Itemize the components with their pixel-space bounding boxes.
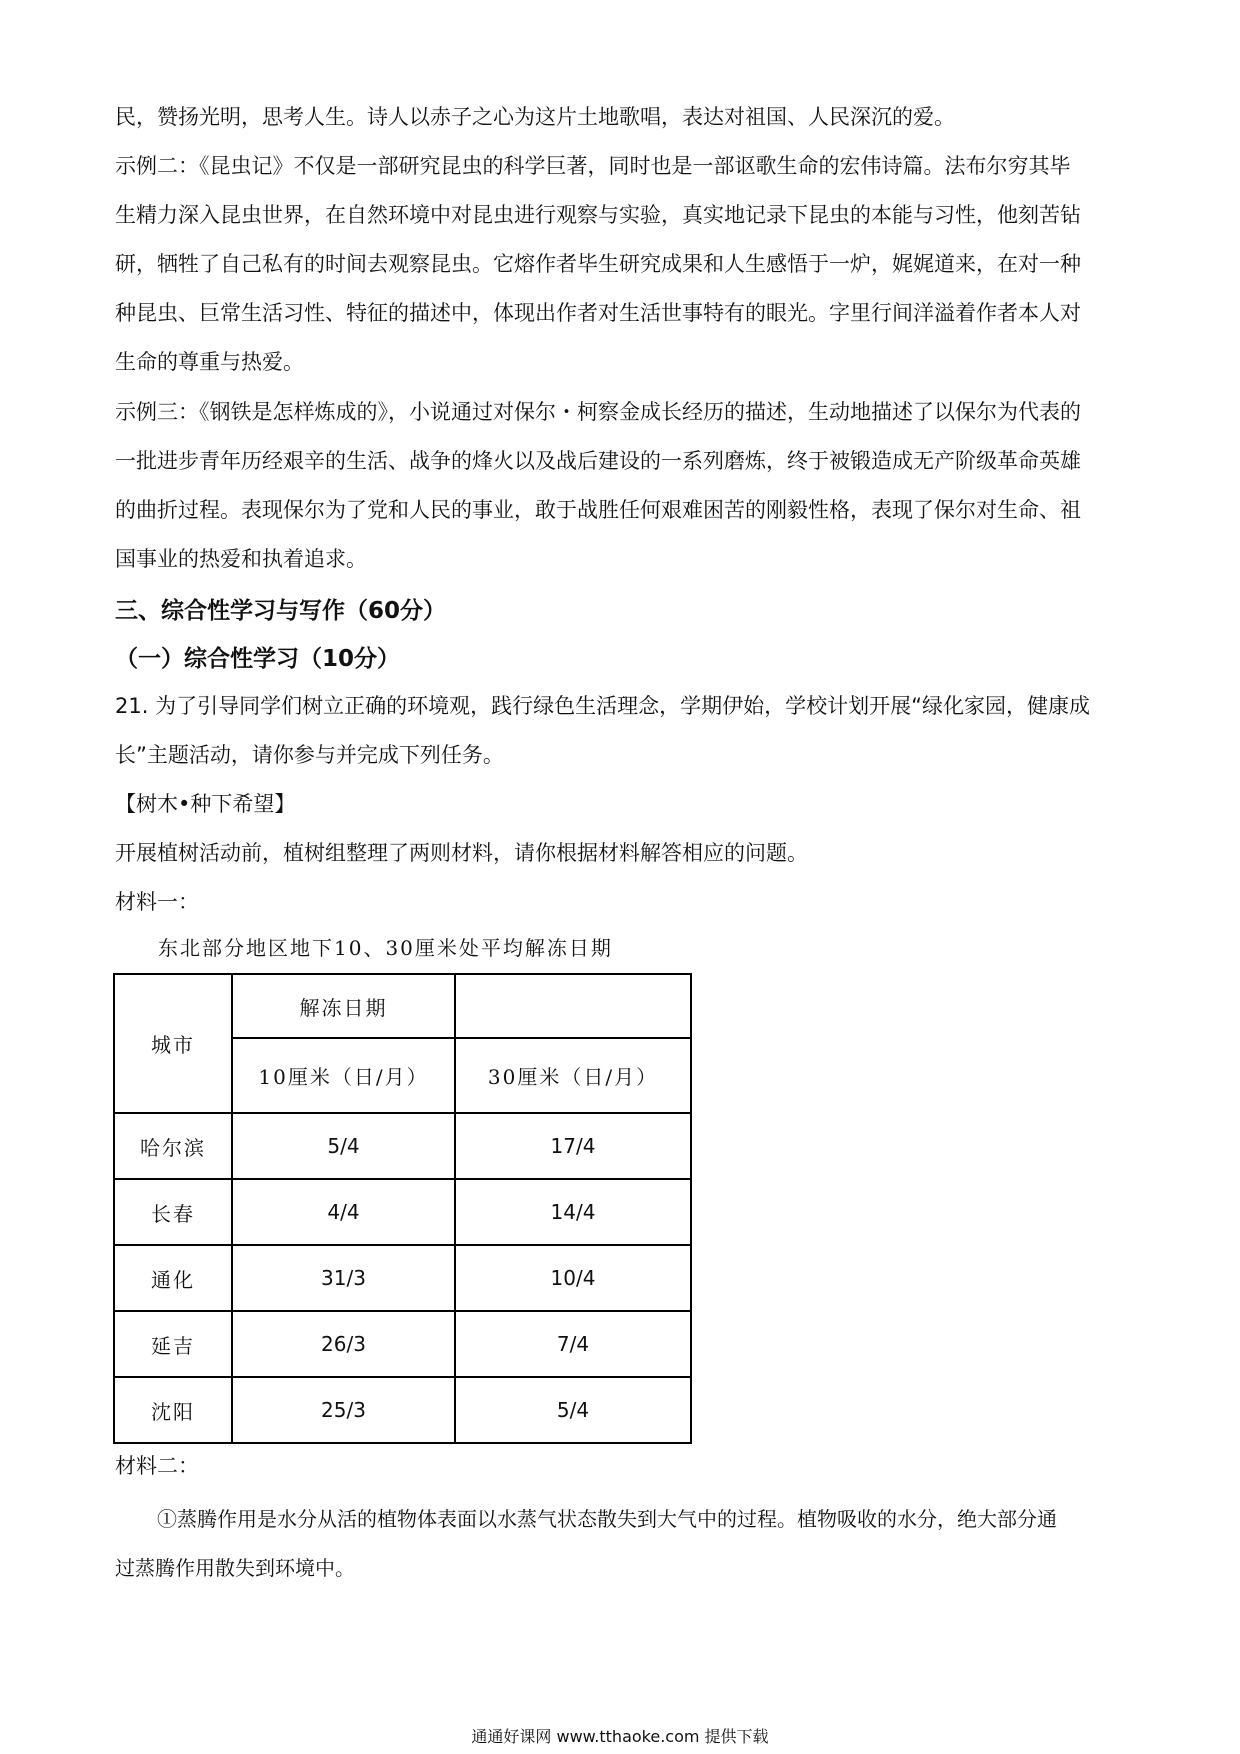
header-30cm: 30厘米（日/月） bbox=[455, 1038, 691, 1113]
text-line: 21. 为了引导同学们树立正确的环境观，践行绿色生活理念，学期伊始，学校计划开展“绿化家园，健康成 bbox=[115, 694, 1090, 718]
text-line: 长”主题活动，请你参与并完成下列任务。 bbox=[115, 743, 504, 767]
section-three-heading: 三、综合性学习与写作（60分） bbox=[115, 598, 447, 624]
cell-30cm: 10/4 bbox=[455, 1245, 691, 1311]
text-line: 民，赞扬光明，思考人生。诗人以赤子之心为这片土地歌唱，表达对祖国、人民深沉的爱。 bbox=[115, 105, 955, 129]
cell-30cm: 14/4 bbox=[455, 1179, 691, 1245]
text-line: ①蒸腾作用是水分从活的植物体表面以水蒸气状态散失到大气中的过程。植物吸收的水分，绝大部分通 bbox=[157, 1507, 1057, 1531]
table-row bbox=[114, 1377, 691, 1443]
paragraph-example-one-end bbox=[115, 93, 1130, 142]
text-line: 种昆虫、巨常生活习性、特征的描述中，体现出作者对生活世事特有的眼光。字里行间洋溢着作者本人对 bbox=[115, 301, 1081, 325]
cell-city: 哈尔滨 bbox=[114, 1113, 232, 1179]
cell-city: 延吉 bbox=[114, 1311, 232, 1377]
task-intro bbox=[115, 829, 1130, 878]
text-line: 研，牺牲了自己私有的时间去观察昆虫。它熔作者毕生研究成果和人生感悟于一炉，娓娓道来，在对一种 bbox=[115, 252, 1081, 276]
header-empty-cell bbox=[455, 974, 691, 1038]
subsection-one-heading: （一）综合性学习（10分） bbox=[115, 646, 401, 672]
material-one-label bbox=[115, 878, 1130, 927]
cell-30cm: 5/4 bbox=[455, 1377, 691, 1443]
task-title bbox=[115, 780, 1130, 829]
cell-10cm: 4/4 bbox=[232, 1179, 455, 1245]
cell-10cm: 25/3 bbox=[232, 1377, 455, 1443]
material-two-label bbox=[115, 1442, 1130, 1491]
table-row bbox=[114, 1245, 691, 1311]
paragraph-example-three bbox=[115, 388, 1130, 584]
question-21 bbox=[115, 682, 1130, 780]
material-two-text bbox=[115, 1495, 1130, 1593]
text-line: 示例二：《昆虫记》不仅是一部研究昆虫的科学巨著，同时也是一部讴歌生命的宏伟诗篇。法布尔穷其毕 bbox=[115, 154, 1071, 178]
cell-30cm: 7/4 bbox=[455, 1311, 691, 1377]
cell-10cm: 31/3 bbox=[232, 1245, 455, 1311]
paragraph-example-two bbox=[115, 142, 1130, 387]
text-line: 过蒸腾作用散失到环境中。 bbox=[115, 1556, 355, 1580]
text-line: 【树木•种下希望】 bbox=[115, 792, 296, 816]
table-row bbox=[114, 1179, 691, 1245]
text-line: 开展植树活动前，植树组整理了两则材料，请你根据材料解答相应的问题。 bbox=[115, 841, 808, 865]
header-thaw-date: 解冻日期 bbox=[232, 974, 455, 1038]
text-line: 的曲折过程。表现保尔为了党和人民的事业，敢于战胜任何艰难困苦的刚毅性格，表现了保尔对生命、祖 bbox=[115, 498, 1081, 522]
text-line: 一批进步青年历经艰辛的生活、战争的烽火以及战后建设的一系列磨炼，终于被锻造成无产阶级革命英雄 bbox=[115, 449, 1081, 473]
text-line: 材料一： bbox=[115, 890, 199, 914]
text-line: 材料二： bbox=[115, 1454, 199, 1478]
cell-city: 沈阳 bbox=[114, 1377, 232, 1443]
text-line: 国事业的热爱和执着追求。 bbox=[115, 547, 367, 571]
cell-30cm: 17/4 bbox=[455, 1113, 691, 1179]
table-row bbox=[114, 1311, 691, 1377]
table-header-row bbox=[114, 974, 691, 1038]
header-10cm: 10厘米（日/月） bbox=[232, 1038, 455, 1113]
table-caption: 东北部分地区地下10、30厘米处平均解冻日期 bbox=[158, 936, 613, 960]
table-row bbox=[114, 1113, 691, 1179]
text-line: 生精力深入昆虫世界，在自然环境中对昆虫进行观察与实验，真实地记录下昆虫的本能与习性，他刻苦钻 bbox=[115, 203, 1081, 227]
cell-city: 通化 bbox=[114, 1245, 232, 1311]
thaw-date-table bbox=[113, 973, 692, 1444]
header-city: 城市 bbox=[114, 974, 232, 1113]
cell-10cm: 5/4 bbox=[232, 1113, 455, 1179]
cell-city: 长春 bbox=[114, 1179, 232, 1245]
page-footer: 通通好课网 www.tthaoke.com 提供下载 bbox=[471, 1727, 769, 1746]
text-line: 生命的尊重与热爱。 bbox=[115, 350, 304, 374]
cell-10cm: 26/3 bbox=[232, 1311, 455, 1377]
text-line: 示例三：《钢铁是怎样炼成的》，小说通过对保尔・柯察金成长经历的描述，生动地描述了以保尔为代表的 bbox=[115, 400, 1081, 424]
